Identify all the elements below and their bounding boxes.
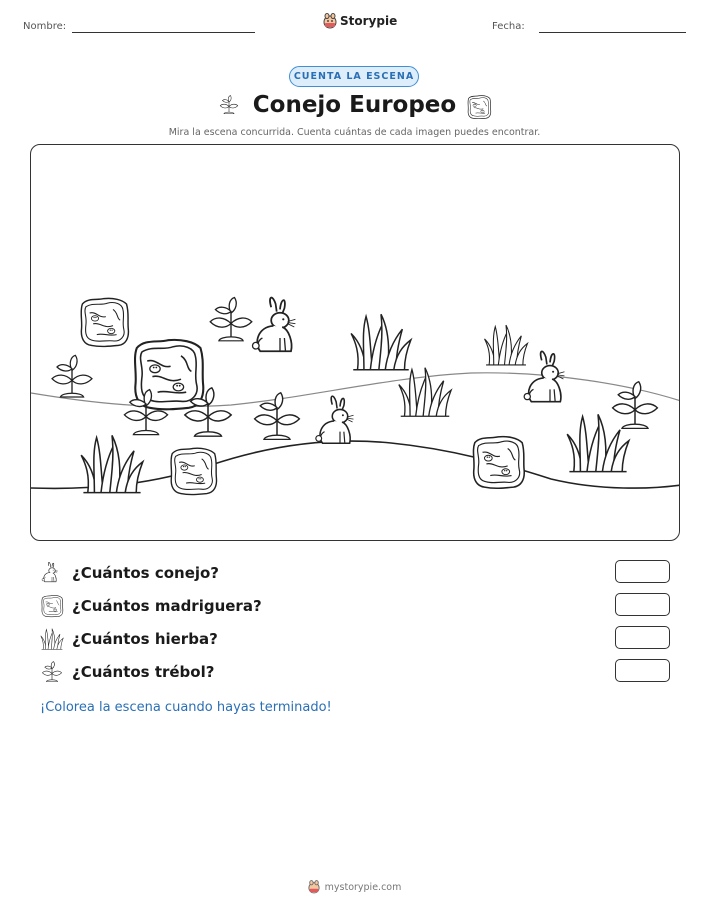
grass-icon[interactable] [81, 435, 143, 492]
name-field[interactable] [72, 32, 255, 33]
question-rabbit [40, 560, 670, 586]
name-label: Nombre: [23, 21, 67, 32]
coloring-note: ¡Colorea la escena cuando hayas terminado! [40, 700, 332, 715]
burrow-icon[interactable] [81, 298, 128, 346]
brand-logo [323, 13, 397, 29]
burrow-icon [466, 94, 492, 120]
burrow-icon [40, 594, 64, 618]
grass-icon[interactable] [485, 325, 528, 365]
rabbit-icon[interactable] [316, 396, 354, 443]
burrow-icon[interactable] [473, 437, 524, 489]
clover-icon[interactable] [52, 355, 92, 397]
footer [0, 880, 709, 894]
date-field[interactable] [539, 32, 686, 33]
rabbit-icon[interactable] [253, 298, 296, 352]
clover-icon[interactable] [613, 382, 658, 429]
scene-illustration[interactable] [31, 145, 680, 541]
burrow-icon[interactable] [171, 448, 217, 494]
answer-box-rabbit[interactable] [615, 560, 670, 583]
clover-icon [40, 660, 64, 684]
answer-box-grass[interactable] [615, 626, 670, 649]
storypie-logo-icon [323, 13, 337, 29]
question-clover [40, 659, 670, 685]
answer-box-burrow[interactable] [615, 593, 670, 616]
page-title: Conejo Europeo [252, 92, 457, 118]
rabbit-icon[interactable] [524, 351, 564, 401]
question-text: ¿Cuántos trébol? [72, 663, 215, 681]
grass-icon [40, 627, 64, 651]
grass-icon[interactable] [351, 314, 411, 369]
question-burrow [40, 593, 670, 619]
question-grass [40, 626, 670, 652]
back-hill-line [31, 373, 680, 407]
question-text: ¿Cuántos hierba? [72, 630, 218, 648]
answer-box-clover[interactable] [615, 659, 670, 682]
question-text: ¿Cuántos madriguera? [72, 597, 262, 615]
instructions: Mira la escena concurrida. Cuenta cuántas de cada imagen puedes encontrar. [168, 127, 541, 138]
storypie-logo-icon [308, 880, 320, 894]
clover-icon[interactable] [210, 297, 252, 340]
scene-frame[interactable] [30, 144, 680, 541]
clover-icon[interactable] [255, 393, 300, 440]
activity-badge: CUENTA LA ESCENA [289, 66, 419, 87]
footer-url[interactable]: mystorypie.com [324, 881, 402, 893]
grass-icon[interactable] [567, 414, 629, 471]
date-label: Fecha: [492, 21, 525, 32]
brand-name: Storypie [340, 14, 398, 28]
rabbit-icon [40, 561, 64, 585]
question-text: ¿Cuántos conejo? [72, 564, 220, 582]
